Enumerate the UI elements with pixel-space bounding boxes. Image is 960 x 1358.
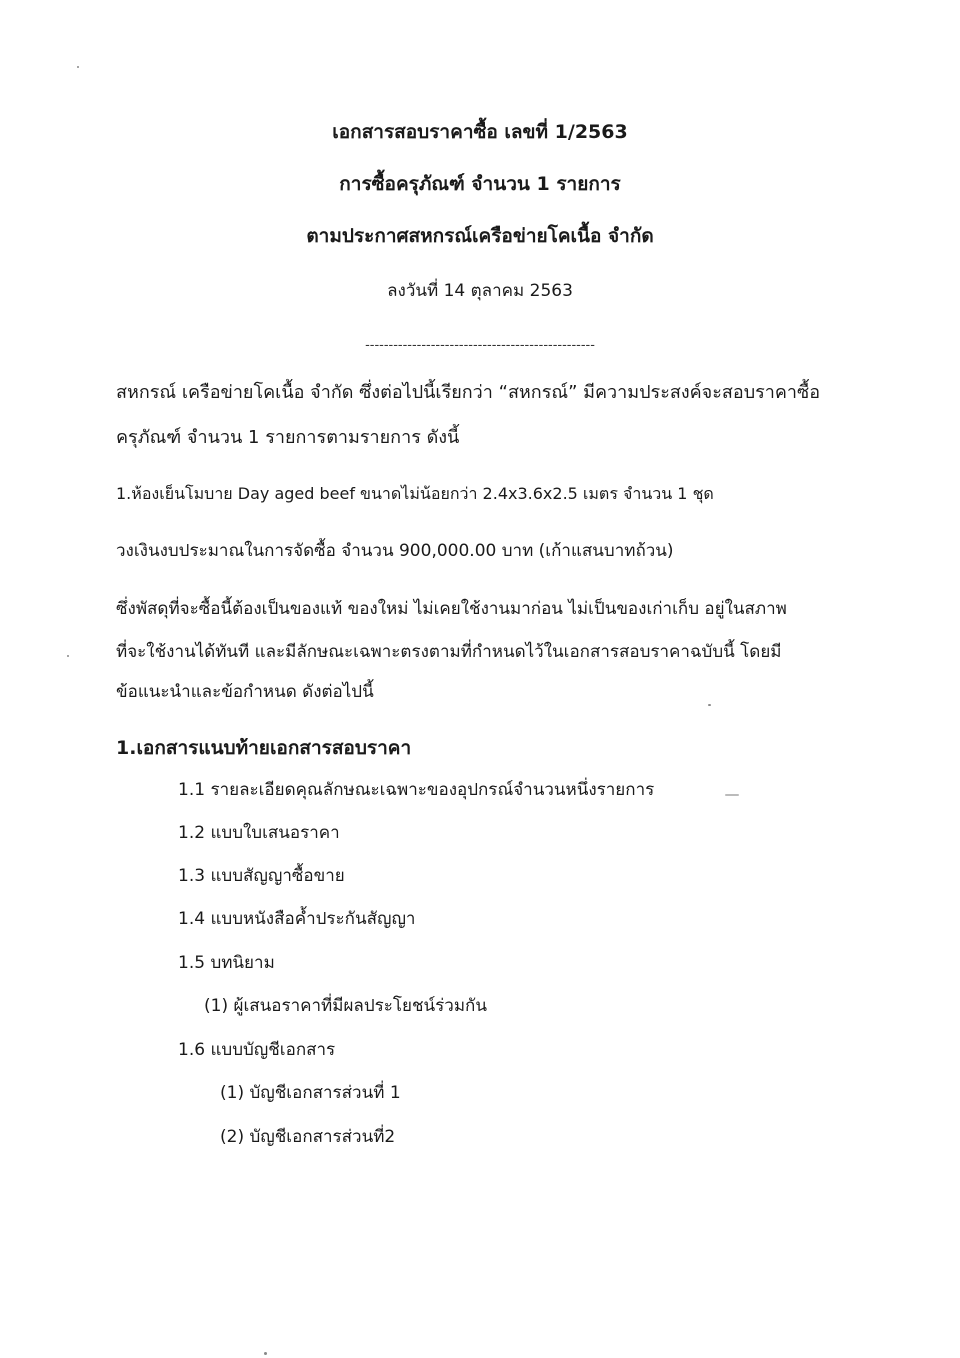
intro-line-1: สหกรณ์ เครือข่ายโคเนื้อ จำกัด ซึ่งต่อไปนี้เรียกว่า “สหกรณ์” มีความประสงค์จะสอบราคาซื้อ [116, 382, 821, 403]
section-1-subitem: (2) บัญชีเอกสารส่วนที่2 [220, 1127, 396, 1147]
section-1-item: 1.2 แบบใบเสนอราคา [178, 823, 340, 843]
section-1-item: 1.3 แบบสัญญาซื้อขาย [178, 866, 345, 886]
conditions-line-3: ข้อแนะนำและข้อกำหนด ดังต่อไปนี้ [116, 682, 374, 702]
title-line-1: เอกสารสอบราคาซื้อ เลขที่ 1/2563 [332, 121, 628, 143]
scan-speck [264, 1352, 267, 1355]
section-1-subitem: (1) บัญชีเอกสารส่วนที่ 1 [220, 1083, 401, 1103]
section-1-subitem: (1) ผู้เสนอราคาที่มีผลประโยชน์ร่วมกัน [204, 996, 487, 1016]
section-1-item: 1.4 แบบหนังสือค้ำประกันสัญญา [178, 909, 416, 929]
date-line: ลงวันที่ 14 ตุลาคม 2563 [387, 281, 573, 301]
conditions-line-2: ที่จะใช้งานได้ทันที และมีลักษณะเฉพาะตรงตามที่กำหนดไว้ในเอกสารสอบราคาฉบับนี้ โดยมี [116, 642, 782, 662]
section-1-item: 1.5 บทนิยาม [178, 953, 275, 973]
title-line-2: การซื้อครุภัณฑ์ จำนวน 1 รายการ [339, 173, 621, 195]
item-line: 1.ห้องเย็นโมบาย Day aged beef ขนาดไม่น้อยกว่า 2.4x3.6x2.5 เมตร จำนวน 1 ชุด [116, 484, 714, 503]
section-1-heading: 1.เอกสารแนบท้ายเอกสารสอบราคา [116, 737, 412, 759]
scan-speck [77, 66, 79, 68]
scan-speck [725, 794, 739, 796]
section-1-item: 1.6 แบบบัญชีเอกสาร [178, 1040, 336, 1060]
scan-speck [708, 704, 711, 706]
title-line-3: ตามประกาศสหกรณ์เครือข่ายโคเนื้อ จำกัด [306, 225, 654, 247]
intro-line-2: ครุภัณฑ์ จำนวน 1 รายการตามรายการ ดังนี้ [116, 427, 460, 448]
section-1-item: 1.1 รายละเอียดคุณลักษณะเฉพาะของอุปกรณ์จำนวนหนึ่งรายการ [178, 780, 655, 800]
budget-line: วงเงินงบประมาณในการจัดซื้อ จำนวน 900,000.00 บาท (เก้าแสนบาทถ้วน) [116, 541, 674, 561]
conditions-line-1: ซึ่งพัสดุที่จะซื้อนี้ต้องเป็นของแท้ ของใหม่ ไม่เคยใช้งานมาก่อน ไม่เป็นของเก่าเก็บ อยู่ในสภาพ [116, 599, 787, 619]
separator-line: ------------------------------------------------- [365, 338, 595, 353]
scan-speck [67, 655, 69, 657]
